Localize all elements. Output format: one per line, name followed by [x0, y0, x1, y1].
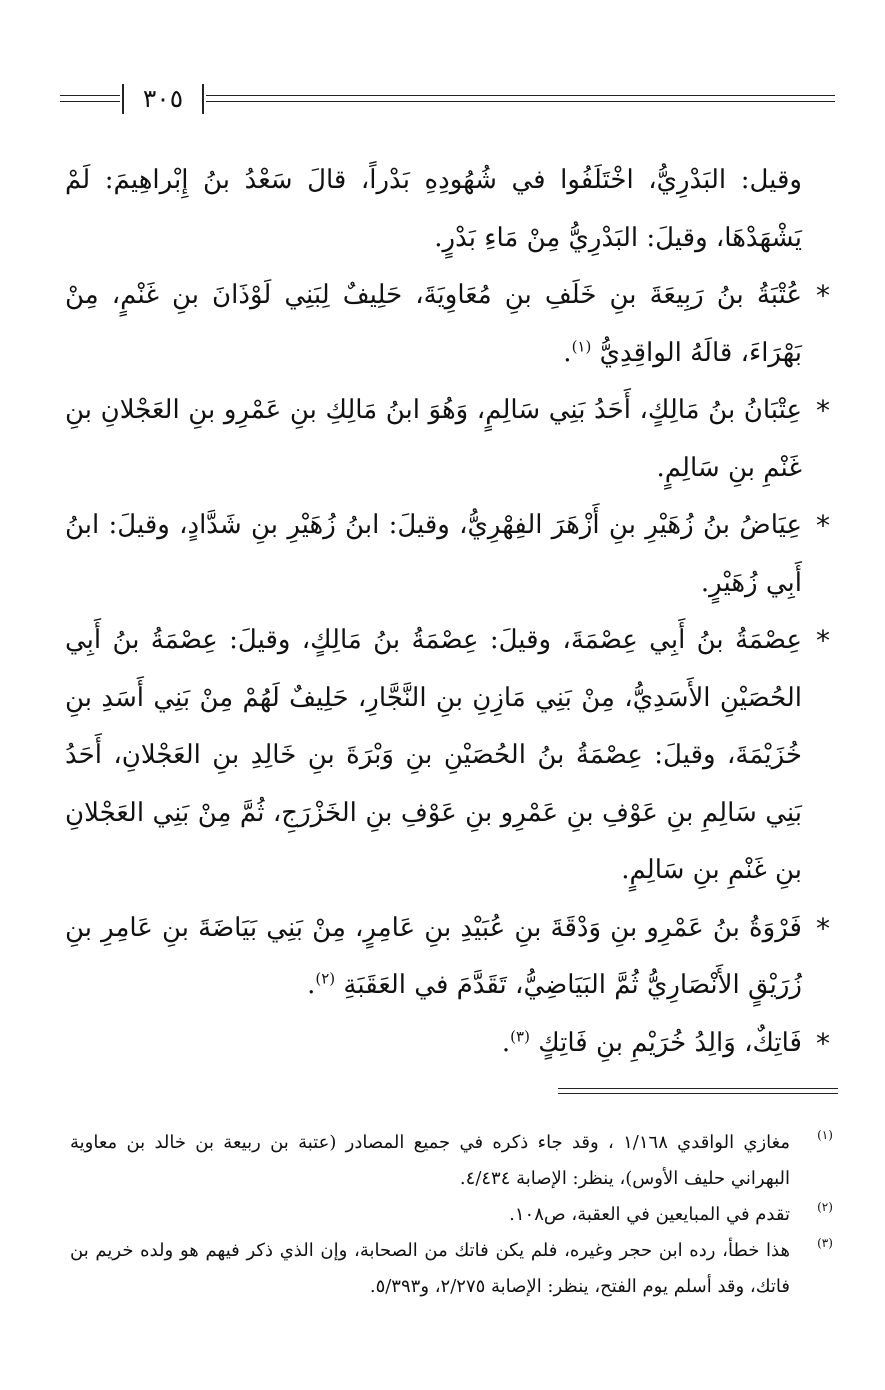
entry-text: عِتْبَانُ بنُ مَالِكٍ، أَحَدُ بَنِي سَالِمٍ، وَهُوَ ابنُ مَالِكِ بنِ عَمْرِو بنِ العَجْلانِ بنِ غَنْمِ بنِ سَالِمٍ.: [65, 395, 802, 483]
entry-end: .: [307, 970, 316, 1000]
entry-2: [65, 382, 840, 497]
entry-text: عِصْمَةُ بنُ أَبِي عِصْمَةَ، وقيلَ: عِصْمَةُ بنُ مَالِكٍ، وقيلَ: عِصْمَةُ بنُ أَبِي الحُصَيْنِ الأَسَدِيُّ، مِنْ بَنِي مَازِنِ بنِ النَّجَّارِ، حَلِيفٌ لَهُمْ مِنْ بَنِي أَسَدِ بنِ خُزَيْمَةَ، وقيلَ: عِصْمَةُ بنُ الحُصَيْنِ بنِ وَبْرَةَ بنِ خَالِدِ بنِ العَجْلانِ، أَحَدُ بَنِي سَالِمِ بنِ عَوْفِ بنِ عَمْرِو بنِ عَوْفِ بنِ الخَزْرَجِ، ثُمَّ مِنْ بَنِي العَجْلانِ بنِ غَنْمِ بنِ سَالِمٍ.: [65, 625, 802, 885]
footnote-text: هذا خطأ، رده ابن حجر وغيره، فلم يكن فاتك من الصحابة، وإن الذي ذكر فيهم هو ولده خريم بن فاتك، وقد أسلم يوم الفتح، ينظر: الإصابة ٢/٢٧٥، و٥/٣٩٣.: [70, 1240, 790, 1297]
footnote-ref: (٢): [315, 969, 336, 988]
entry-marker: *: [816, 1026, 830, 1060]
entry-marker: *: [816, 279, 830, 312]
entry-text: فَرْوَةُ بنُ عَمْرِو بنِ وَدْقَةَ بنِ عُبَيْدِ بنِ عَامِرٍ، مِنْ بَنِي بَيَاضَةَ بنِ عَامِرِ بنِ زُرَيْقٍ الأَنْصَارِيُّ ثُمَّ البَيَاضِيُّ، تَقَدَّمَ في العَقَبَةِ: [65, 912, 802, 1000]
entry-end: .: [501, 1027, 511, 1058]
page-number: ٣٠٥: [142, 84, 184, 113]
footnote-separator: [558, 1088, 838, 1094]
entry-4: [65, 612, 840, 900]
entry-text: عُتْبَةُ بنُ رَبِيعَةَ بنِ خَلَفِ بنِ مُعَاوِيَةَ، حَلِيفٌ لِبَنِي لَوْذَانَ بنِ غَنْمٍ، مِنْ بَهْرَاءَ، قالَهُ الواقِدِيُّ: [65, 280, 802, 368]
header-bar-right: [202, 84, 204, 114]
header-rule-right-top: [206, 95, 835, 96]
entry-marker: *: [816, 394, 830, 427]
footnote-number: (٢): [817, 1200, 833, 1214]
footnote-text: تقدم في المبايعين في العقبة، ص١٠٨.: [509, 1204, 790, 1225]
entry-marker: *: [816, 509, 830, 542]
header-rule-left-top: [60, 95, 120, 96]
footnote-2: [70, 1197, 840, 1233]
main-text: [65, 152, 840, 1072]
entry-6: [65, 1015, 840, 1073]
entry-end: .: [563, 337, 572, 368]
entry-5: [65, 900, 840, 1015]
header-bar-left: [122, 84, 124, 114]
footnote-number: (١): [817, 1128, 833, 1142]
footnotes: [70, 1125, 840, 1305]
entry-marker: *: [816, 911, 830, 945]
entry-text: فَاتِكٌ، وَالِدُ خُرَيْمِ بنِ فَاتِكٍ: [538, 1027, 802, 1058]
footnote-text: مغازي الواقدي ١/١٦٨ ، وقد جاء ذكره في جميع المصادر (عتبة بن ربيعة بن خالد بن معاوية البهراني حليف الأوس)، ينظر: الإصابة ٤/٤٣٤.: [70, 1132, 790, 1189]
footnote-3: [70, 1233, 840, 1305]
entry-1: [65, 267, 840, 382]
entry-marker: *: [816, 624, 830, 657]
footnote-ref: (١): [571, 336, 592, 355]
footnote-1: [70, 1125, 840, 1197]
entry-text: عِيَاضُ بنُ زُهَيْرِ بنِ أَزْهَرَ الفِهْرِيُّ، وقيلَ: ابنُ زُهَيْرِ بنِ شَدَّادٍ، وقيلَ: ابنُ أَبِي زُهَيْرٍ.: [65, 510, 802, 598]
entry-3: [65, 497, 840, 612]
footnote-number: (٣): [817, 1236, 833, 1250]
header-rule-left-bottom: [60, 101, 120, 102]
intro-paragraph: وقيل: البَدْرِيُّ، اخْتَلَفُوا في شُهُودِهِ بَدْراً، قالَ سَعْدُ بنُ إِبْراهِيمَ: لَمْ يَشْهَدْهَا، وقيلَ: البَدْرِيُّ مِنْ مَاءِ بَدْرٍ.: [65, 165, 802, 253]
page-header: [60, 84, 835, 114]
footnote-ref: (٣): [510, 1026, 530, 1045]
header-rule-right-bottom: [206, 101, 835, 102]
